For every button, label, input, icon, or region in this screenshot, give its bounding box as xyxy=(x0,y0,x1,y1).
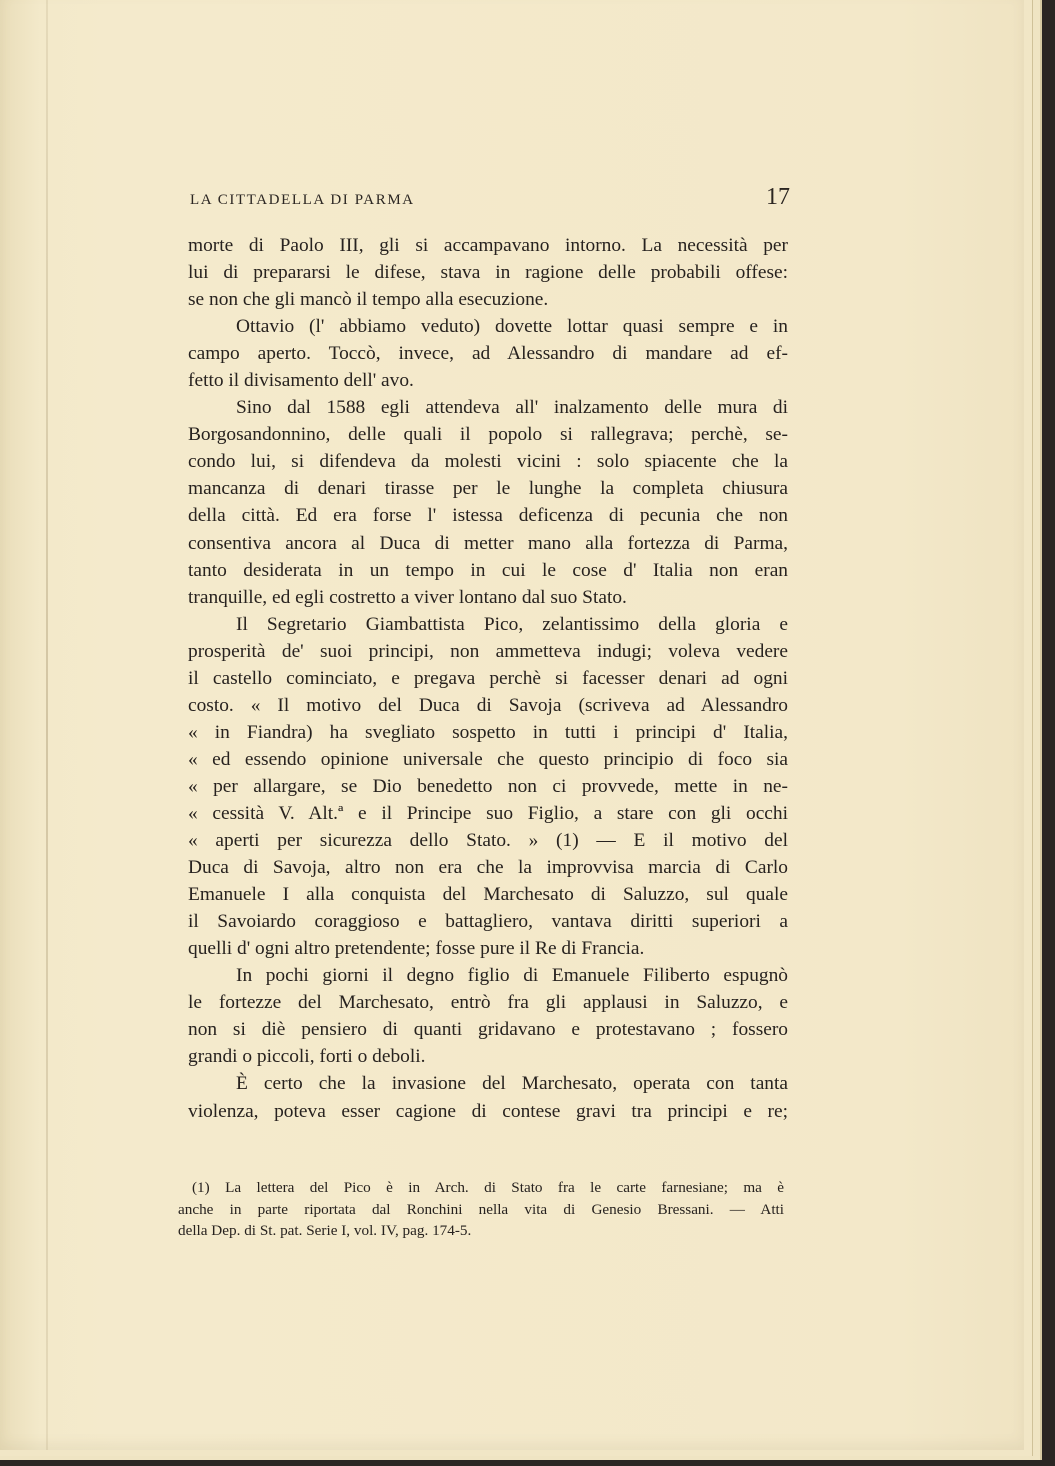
text-line: condo lui, si difendeva da molesti vicini : solo spiacente che la xyxy=(188,451,788,473)
text-line: quelli d' ogni altro pretendente; fosse pure il Re di Francia. xyxy=(188,938,645,960)
text-line: prosperità de' suoi principi, non ammetteva indugi; voleva vedere xyxy=(188,640,788,662)
text-line: campo aperto. Toccò, invece, ad Alessandro di mandare ad ef- xyxy=(188,343,788,365)
text-line: « aperti per sicurezza dello Stato. » (1) — E il motivo del xyxy=(188,830,788,852)
text-line: fetto il divisamento dell' avo. xyxy=(188,370,414,392)
text-line: della città. Ed era forse l' istessa deficenza di pecunia che non xyxy=(188,505,788,527)
text-line: tanto desiderata in un tempo in cui le cose d' Italia non eran xyxy=(188,559,788,581)
text-line: il Savoiardo coraggioso e battagliero, vantava diritti superiori a xyxy=(188,911,788,933)
text-line: « ed essendo opinione universale che questo principio di foco sia xyxy=(188,748,788,770)
text-line: il castello cominciato, e pregava perchè si facesser denari ad ogni xyxy=(188,667,788,689)
text-line: tranquille, ed egli costretto a viver lontano dal suo Stato. xyxy=(188,586,627,608)
text-line: Duca di Savoja, altro non era che la improvvisa marcia di Carlo xyxy=(188,857,788,879)
footnote-line: anche in parte riportata dal Ronchini nella vita di Genesio Bressani. — Atti xyxy=(178,1200,784,1218)
body-text xyxy=(188,232,788,1125)
paragraph-4 xyxy=(188,611,788,963)
text-line: « cessità V. Alt.ª e il Principe suo Figlio, a stare con gli occhi xyxy=(188,802,788,824)
footnote-line: (1) La lettera del Pico è in Arch. di Stato fra le carte farnesiane; ma è xyxy=(192,1179,784,1196)
text-line: In pochi giorni il degno figlio di Emanuele Filiberto espugnò xyxy=(236,965,788,987)
text-line: Borgosandonnino, delle quali il popolo si rallegrava; perchè, se- xyxy=(188,424,788,446)
text-line: È certo che la invasione del Marchesato, operata con tanta xyxy=(236,1073,788,1095)
text-line: consentiva ancora al Duca di metter mano alla fortezza di Parma, xyxy=(188,532,788,554)
text-line: se non che gli mancò il tempo alla esecuzione. xyxy=(188,289,549,311)
text-line: « per allargare, se Dio benedetto non ci provvede, mette in ne- xyxy=(188,775,788,797)
text-line: costo. « Il motivo del Duca di Savoja (scriveva ad Alessandro xyxy=(188,694,788,716)
paragraph-2 xyxy=(188,313,788,394)
footnote xyxy=(178,1177,784,1242)
text-line: le fortezze del Marchesato, entrò fra gli applausi in Saluzzo, e xyxy=(188,992,788,1014)
text-line: morte di Paolo III, gli si accampavano intorno. La necessità per xyxy=(188,235,788,256)
text-line: Ottavio (l' abbiamo veduto) dovette lottar quasi sempre e in xyxy=(236,316,788,338)
footnote-line: della Dep. di St. pat. Serie I, vol. IV, pag. 174-5. xyxy=(178,1222,472,1239)
text-line: Sino dal 1588 egli attendeva all' inalzamento delle mura di xyxy=(236,397,788,419)
paragraph-5 xyxy=(188,962,788,1070)
paragraph-6 xyxy=(188,1070,788,1124)
page-gutter xyxy=(46,0,48,1450)
paragraph-1 xyxy=(188,232,788,313)
paragraph-3 xyxy=(188,394,788,610)
running-head: LA CITTADELLA DI PARMA xyxy=(190,192,415,208)
text-line: non si diè pensiero di quanti gridavano e protestavano ; fossero xyxy=(188,1019,788,1041)
text-line: mancanza di denari tirasse per le lunghe la completa chiusura xyxy=(188,478,788,500)
text-line: « in Fiandra) ha svegliato sospetto in tutti i principi d' Italia, xyxy=(188,721,788,743)
text-line: grandi o piccoli, forti o deboli. xyxy=(188,1046,426,1068)
page-number: 17 xyxy=(766,184,790,210)
text-line: violenza, poteva esser cagione di contese gravi tra principi e re; xyxy=(188,1100,788,1122)
text-line: Emanuele I alla conquista del Marchesato di Saluzzo, sul quale xyxy=(188,884,788,906)
text-line: Il Segretario Giambattista Pico, zelantissimo della gloria e xyxy=(236,613,788,635)
text-line: lui di prepararsi le difese, stava in ragione delle probabili offese: xyxy=(188,262,788,284)
page-header xyxy=(0,186,790,216)
